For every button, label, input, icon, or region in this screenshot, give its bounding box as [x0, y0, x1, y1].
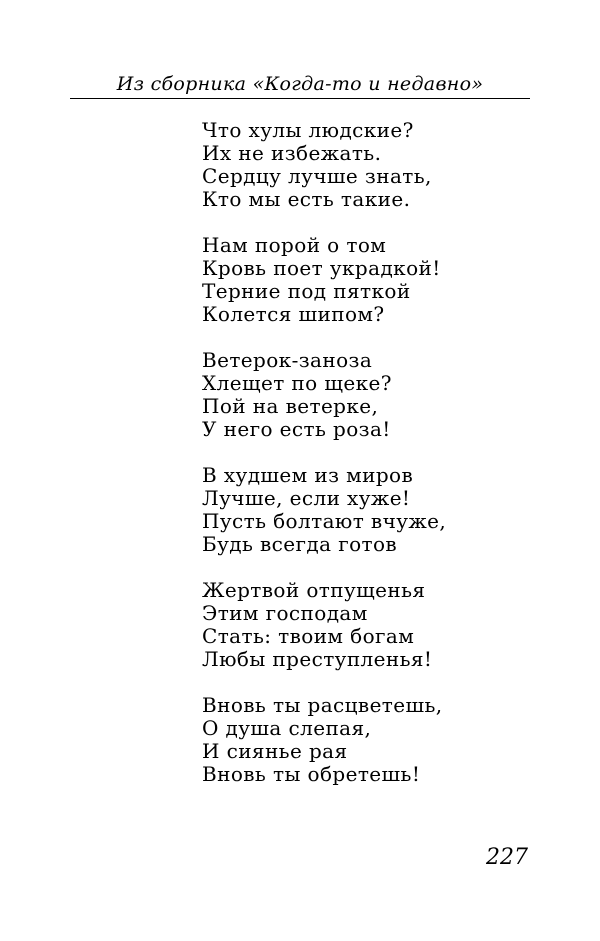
- header-rule: [70, 98, 530, 99]
- poem-line: Жертвой отпущенья: [202, 578, 426, 602]
- poem-line: Стать: твоим богам: [202, 624, 415, 648]
- poem-line: Сердцу лучше знать,: [202, 164, 432, 188]
- stanza-2: [202, 234, 532, 326]
- poem-line: В худшем из миров: [202, 463, 414, 487]
- poem-line: Вновь ты обретешь!: [202, 762, 421, 786]
- poem-line: Хлещет по щеке?: [202, 371, 392, 395]
- poem-line: Кровь поет украдкой!: [202, 256, 441, 280]
- poem-line: Кто мы есть такие.: [202, 187, 411, 211]
- stanza-6: [202, 694, 532, 786]
- poem-line: И сиянье рая: [202, 739, 348, 763]
- running-head: Из сборника «Когда-то и недавно»: [116, 73, 484, 95]
- poem-line: Пой на ветерке,: [202, 394, 379, 418]
- stanza-1: [202, 119, 532, 211]
- poem-line: Лучше, если хуже!: [202, 486, 411, 510]
- poem-line: Любы преступленья!: [202, 647, 433, 671]
- poem-line: Что хулы людские?: [202, 118, 414, 142]
- page-number: 227: [486, 845, 528, 870]
- poem-line: У него есть роза!: [202, 417, 391, 441]
- stanza-4: [202, 464, 532, 556]
- poem-line: Вновь ты расцветешь,: [202, 693, 443, 717]
- poem: [202, 119, 532, 809]
- poem-line: О душа слепая,: [202, 716, 372, 740]
- poem-line: Пусть болтают вчуже,: [202, 509, 447, 533]
- poem-line: Ветерок-заноза: [202, 348, 373, 372]
- poem-line: Нам порой о том: [202, 233, 387, 257]
- poem-line: Их не избежать.: [202, 141, 382, 165]
- poem-line: Терние под пяткой: [202, 279, 411, 303]
- poem-line: Этим господам: [202, 601, 368, 625]
- poem-line: Колется шипом?: [202, 302, 385, 326]
- poem-line: Будь всегда готов: [202, 532, 398, 556]
- stanza-3: [202, 349, 532, 441]
- stanza-5: [202, 579, 532, 671]
